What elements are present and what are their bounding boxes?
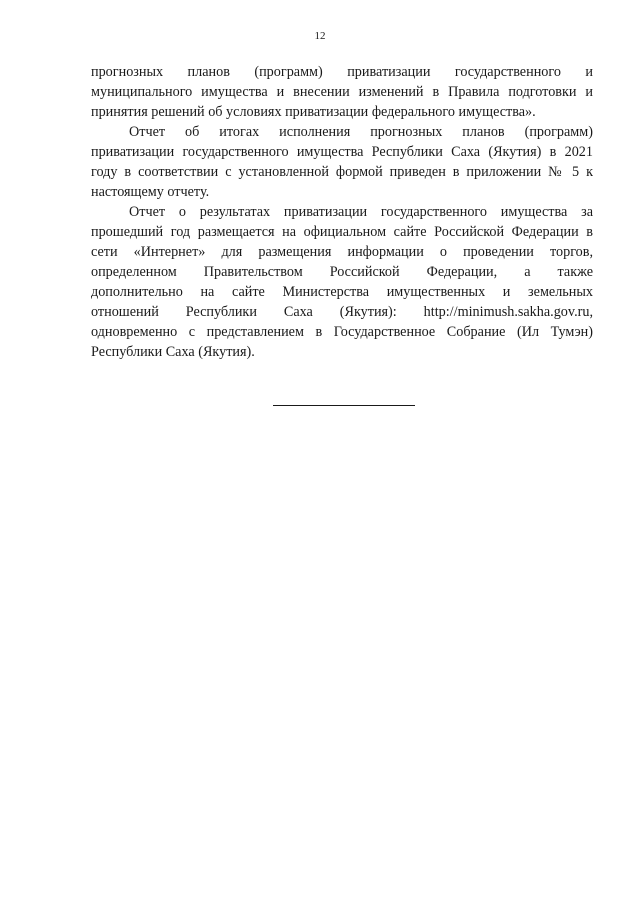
text-line: Отчет об итогах исполнения прогнозных планов (программ) <box>129 124 593 140</box>
text-line: Отчет о результатах приватизации государственного имущества за <box>129 204 593 220</box>
text-line: отношений Республики Саха (Якутия): http://minimush.sakha.gov.ru, <box>91 304 593 320</box>
text-line: определенном Правительством Российской Федерации, а также <box>91 264 593 280</box>
paragraph <box>91 122 593 202</box>
text-line: одновременно с представлением в Государственное Собрание (Ил Тумэн) <box>91 324 593 340</box>
text-line: настоящему отчету. <box>91 184 210 200</box>
text-line: прогнозных планов (программ) приватизации государственного и <box>91 64 593 80</box>
document-body <box>91 62 593 362</box>
text-line: дополнительно на сайте Министерства имущественных и земельных <box>91 284 593 300</box>
text-line: сети «Интернет» для размещения информации о проведении торгов, <box>91 244 593 260</box>
paragraph <box>91 62 593 122</box>
text-line: прошедший год размещается на официальном сайте Российской Федерации в <box>91 224 593 240</box>
end-separator-line <box>273 405 415 406</box>
text-line: Республики Саха (Якутия). <box>91 344 255 360</box>
paragraph <box>91 202 593 362</box>
text-line: муниципального имущества и внесении изменений в Правила подготовки и <box>91 84 593 100</box>
text-line: году в соответствии с установленной формой приведен в приложении № 5 к <box>91 164 593 180</box>
page-number: 12 <box>314 30 326 42</box>
text-line: приватизации государственного имущества Республики Саха (Якутия) в 2021 <box>91 144 593 160</box>
text-line: принятия решений об условиях приватизации федерального имущества». <box>91 104 536 120</box>
